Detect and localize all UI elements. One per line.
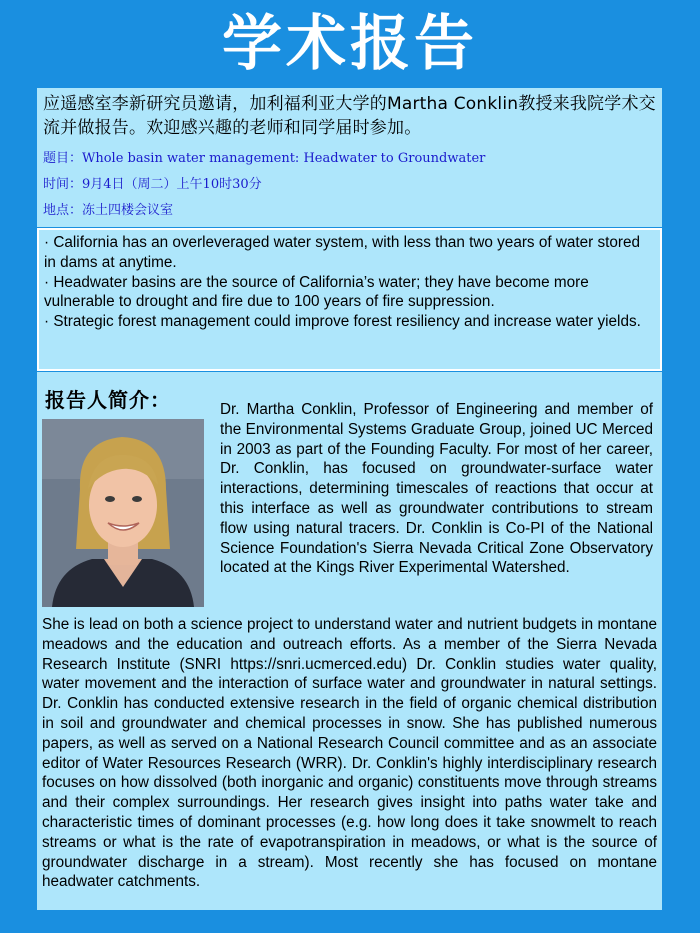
abstract-bullet: · Strategic forest management could improve forest resiliency and increase water yields.	[44, 313, 641, 331]
bio-heading: 报告人简介：	[45, 388, 171, 412]
page-title: 学术报告	[222, 9, 478, 79]
abstract-bullets	[37, 228, 662, 371]
invitation-text: 应遥感室李新研究员邀请，加利福利亚大学的Martha Conklin教授来我院学术交流并做报告。欢迎感兴趣的老师和同学届时参加。	[43, 94, 656, 138]
speaker-photo	[42, 419, 204, 607]
abstract-bullet: · California has an overleveraged water system, with less than two years of water stored in dams at anytime.	[44, 234, 640, 271]
talk-time: 时间：9月4日（周二）上午10时30分	[43, 177, 262, 192]
bio-paragraph: Dr. Martha Conklin, Professor of Engineering and member of the Environmental Systems Graduate Group, joined UC Merced in 2003 as part of the Founding Faculty. For most of her career, Dr. Conklin, has focused on groundwater-surface water interactions, determining timescales of reactions that occur at this interface as well as groundwater contributions to stream flow using natural tracers. Dr. Conklin is Co-PI of the National Science Foundation's Sierra Nevada Critical Zone Observatory located at the Kings River Experimental Watershed.	[220, 401, 653, 577]
talk-topic: 题目：Whole basin water management: Headwater to Groundwater	[43, 151, 486, 166]
talk-location: 地点：冻土四楼会议室	[43, 203, 174, 218]
abstract-bullet: · Headwater basins are the source of California’s water; they have become more vulnerable to drought and fire due to 100 years of fire suppression.	[44, 273, 589, 311]
intro-panel	[37, 88, 662, 227]
speaker-bio-panel	[37, 372, 662, 910]
bio-paragraph: She is lead on both a science project to understand water and nutrient budgets in montane meadows and the education and outreach efforts. As a member of the Sierra Nevada Research Institute (SNRI https://snri.ucmerced.edu) Dr. Conklin studies water quality, water movement and the interaction of surface water and groundwater in natural settings. Dr. Conklin has conducted extensive research in the field of organic chemical distribution in soil and groundwater and chemical processes in snow. She has published numerous papers, as well as served on a National Research Council committee and as an associate editor of Water Resources Research (WRR). Dr. Conklin's highly interdisciplinary research focuses on how dissolved (both inorganic and organic) constituents move through streams and their complex surroundings. Her research gives insight into paths water take and characteristic times of dominant processes (e.g. how long does it take snowmelt to reach streams or what is the rate of evapotranspiration in meadows, or what is the source of groundwater discharge in a stream). Most recently she has focused on montane headwater catchments.	[42, 616, 657, 891]
